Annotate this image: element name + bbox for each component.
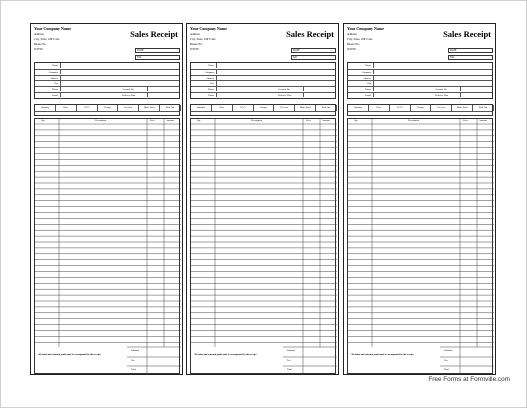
customer-label: Address [206, 76, 214, 80]
customer-row[interactable] [191, 80, 335, 85]
customer-sub-label: Account No. [278, 88, 291, 92]
number-field-label: NO. [293, 56, 298, 59]
totals-label: Subtotal [444, 349, 452, 352]
order-header-cell: On Acct [118, 105, 139, 111]
www-line: WWW: [347, 47, 357, 51]
item-col-header: Description [251, 119, 263, 122]
customer-info-box [190, 62, 336, 99]
header-divider [35, 111, 179, 112]
customer-row[interactable] [348, 63, 492, 68]
customer-row[interactable] [348, 80, 492, 85]
order-header-cell: Mdse Retd [452, 105, 473, 111]
order-header-cell: Mdse Retd [295, 105, 316, 111]
line-items-grid[interactable] [190, 118, 336, 374]
number-field[interactable] [135, 55, 180, 60]
row-divider [216, 76, 217, 80]
grid-lines [191, 119, 337, 375]
date-field-label: DATE [137, 49, 144, 52]
sales-receipt [343, 23, 496, 375]
www-line: WWW: [190, 47, 200, 51]
totals-label: Tax [287, 358, 291, 362]
row-divider [147, 93, 148, 97]
order-header-cell: Quantity [191, 105, 212, 111]
customer-label: Phone [208, 88, 214, 92]
row-divider [216, 63, 217, 68]
claims-note: All claims and returned goods must be accompanied by this receipt [194, 354, 257, 356]
customer-info-box [34, 62, 180, 99]
customer-label: Email [208, 94, 214, 97]
address-line: Address [34, 32, 44, 36]
row-divider [216, 93, 217, 97]
order-header-cell: On Acct [431, 105, 452, 111]
company-name: Your Company Name [34, 26, 72, 31]
customer-label: Email [52, 94, 58, 97]
row-divider [147, 87, 148, 91]
order-header-row [190, 104, 336, 116]
totals-label: Total [131, 368, 136, 371]
order-header-cell: Paid Out [316, 105, 337, 111]
number-field-label: NO. [450, 56, 455, 59]
customer-row[interactable] [35, 92, 179, 97]
customer-sub-label: Delivery Date [278, 94, 292, 97]
item-col-header: Qty [41, 119, 45, 122]
item-col-header: Qty [354, 119, 358, 122]
city-line: City, State, ZIP Code [347, 37, 373, 41]
order-header-cell: Quantity [348, 105, 369, 111]
customer-label: Address [50, 76, 58, 80]
claims-note: All claims and returned goods must be accompanied by this receipt [38, 354, 101, 356]
customer-sub-label: Account No. [122, 88, 135, 92]
item-col-header: Amount [479, 119, 487, 122]
order-header-row [347, 104, 493, 116]
header-divider [191, 111, 335, 112]
customer-row[interactable] [35, 75, 179, 80]
customer-row[interactable] [348, 75, 492, 80]
customer-label: Phone [52, 88, 58, 92]
www-line: WWW: [34, 47, 44, 51]
date-field[interactable] [448, 48, 493, 53]
customer-label: City [53, 82, 58, 86]
city-line: City, State, ZIP Code [34, 37, 60, 41]
item-col-header: Description [408, 119, 420, 122]
customer-label: Name [52, 64, 58, 67]
customer-row[interactable] [191, 75, 335, 80]
footer-credit: Free Forms at Formville.com [428, 376, 510, 383]
row-divider [373, 93, 374, 97]
row-divider [373, 81, 374, 85]
row-divider [303, 93, 304, 97]
order-header-cell: On Acct [274, 105, 295, 111]
address-line: Address [190, 32, 200, 36]
row-divider [216, 81, 217, 85]
item-col-header: Description [95, 119, 107, 122]
row-divider [373, 63, 374, 68]
row-divider [303, 87, 304, 91]
line-items-grid[interactable] [347, 118, 493, 374]
customer-row[interactable] [191, 92, 335, 97]
order-header-cell: Date [56, 105, 77, 111]
customer-sub-label: Account No. [435, 88, 448, 92]
receipt-title: Sales Receipt [443, 29, 491, 39]
company-name: Your Company Name [347, 26, 385, 31]
order-header-cell: Quantity [35, 105, 56, 111]
customer-row[interactable] [191, 63, 335, 68]
phone-line: Phone No. [190, 42, 203, 46]
totals-label: Tax [444, 358, 448, 362]
row-divider [60, 70, 61, 74]
order-header-cell: Date [212, 105, 233, 111]
date-field-label: DATE [450, 49, 457, 52]
date-field[interactable] [135, 48, 180, 53]
customer-info-box [347, 62, 493, 99]
header-divider [348, 111, 492, 112]
row-divider [373, 76, 374, 80]
order-header-cell: Charge [254, 105, 275, 111]
customer-label: City [366, 82, 371, 86]
order-header-cell: CC/O [233, 105, 254, 111]
totals-label: Subtotal [287, 349, 295, 352]
customer-label: Company [361, 70, 371, 74]
item-col-header: Amount [322, 119, 330, 122]
customer-label: Company [204, 70, 214, 74]
order-header-cell: Paid Out [160, 105, 181, 111]
row-divider [373, 70, 374, 74]
order-header-row [34, 104, 180, 116]
item-col-header: Price [150, 119, 155, 122]
totals-label: Subtotal [131, 349, 139, 352]
totals-label: Total [287, 368, 292, 371]
order-header-cell: CC/O [77, 105, 98, 111]
customer-row[interactable] [35, 63, 179, 68]
line-items-grid[interactable] [34, 118, 180, 374]
row-divider [460, 87, 461, 91]
claims-note: All claims and returned goods must be accompanied by this receipt [351, 354, 414, 356]
receipt-title: Sales Receipt [286, 29, 334, 39]
row-divider [60, 87, 61, 91]
address-line: Address [347, 32, 357, 36]
customer-row[interactable] [35, 69, 179, 74]
customer-row[interactable] [348, 86, 492, 91]
customer-label: Name [365, 64, 371, 67]
row-divider [216, 87, 217, 91]
totals-label: Tax [131, 358, 135, 362]
receipt-title: Sales Receipt [130, 29, 178, 39]
order-header-cell: Charge [411, 105, 432, 111]
customer-row[interactable] [348, 92, 492, 97]
customer-label: Company [48, 70, 58, 74]
company-name: Your Company Name [190, 26, 228, 31]
customer-label: Email [365, 94, 371, 97]
row-divider [60, 93, 61, 97]
row-divider [460, 93, 461, 97]
order-header-cell: CC/O [390, 105, 411, 111]
customer-label: Phone [365, 88, 371, 92]
row-divider [60, 81, 61, 85]
sales-receipt [186, 23, 339, 375]
row-divider [216, 70, 217, 74]
customer-sub-label: Delivery Date [435, 94, 449, 97]
city-line: City, State, ZIP Code [190, 37, 216, 41]
date-field-label: DATE [293, 49, 300, 52]
order-header-cell: Date [369, 105, 390, 111]
customer-row[interactable] [191, 86, 335, 91]
customer-row[interactable] [348, 69, 492, 74]
number-field[interactable] [448, 55, 493, 60]
customer-row[interactable] [191, 69, 335, 74]
totals-label: Total [444, 368, 449, 371]
grid-lines [35, 119, 181, 375]
customer-label: Address [363, 76, 371, 80]
row-divider [373, 87, 374, 91]
customer-sub-label: Delivery Date [122, 94, 136, 97]
sales-receipt [30, 23, 183, 375]
item-col-header: Price [463, 119, 468, 122]
phone-line: Phone No. [34, 42, 47, 46]
customer-row[interactable] [35, 80, 179, 85]
row-divider [60, 63, 61, 68]
item-col-header: Qty [197, 119, 201, 122]
row-divider [60, 76, 61, 80]
number-field-label: NO. [137, 56, 142, 59]
date-field[interactable] [291, 48, 336, 53]
order-header-cell: Paid Out [473, 105, 494, 111]
customer-row[interactable] [35, 86, 179, 91]
customer-label: City [209, 82, 214, 86]
customer-label: Name [208, 64, 214, 67]
phone-line: Phone No. [347, 42, 360, 46]
number-field[interactable] [291, 55, 336, 60]
grid-lines [348, 119, 494, 375]
item-col-header: Amount [166, 119, 174, 122]
order-header-cell: Charge [98, 105, 119, 111]
item-col-header: Price [306, 119, 311, 122]
order-header-cell: Mdse Retd [139, 105, 160, 111]
